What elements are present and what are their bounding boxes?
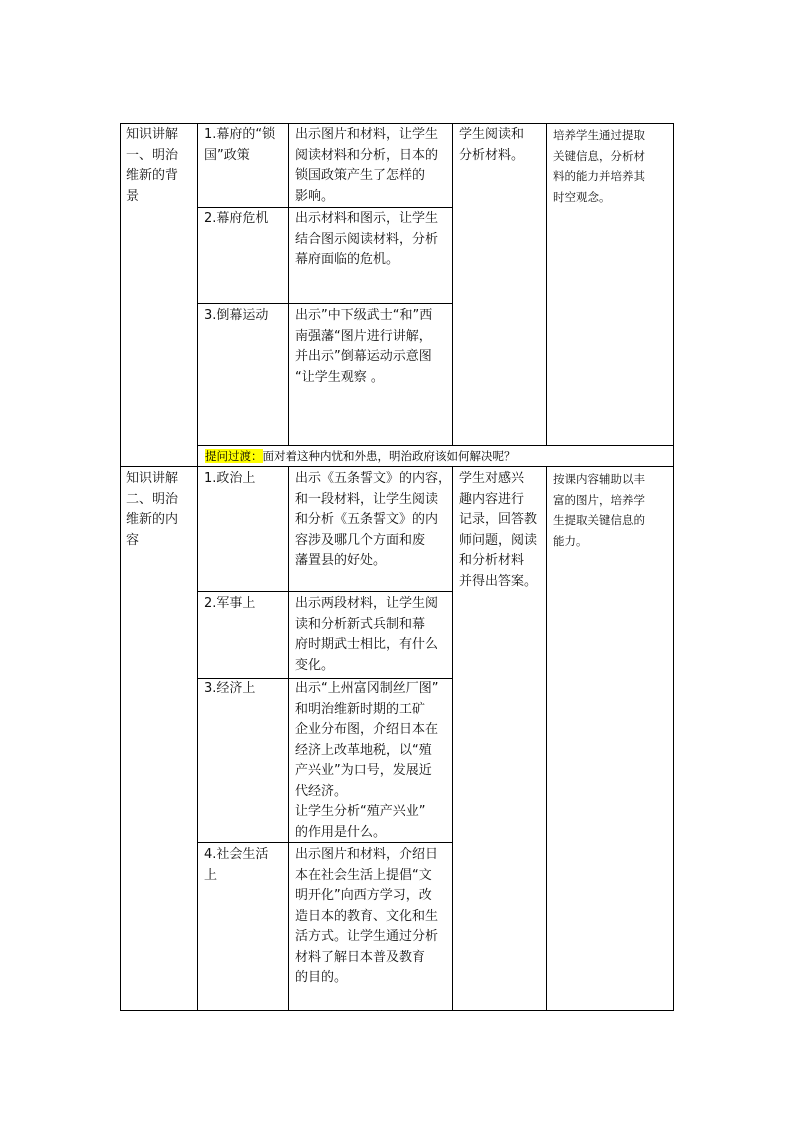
topic-cell: 1.政治上 bbox=[204, 471, 256, 486]
row-divider-4 bbox=[197, 591, 453, 592]
table-border-bottom bbox=[120, 1010, 674, 1011]
teacher-activity-cell: 出示两段材料，让学生阅 读和分析新式兵制和幕 府时期武士相比，有什么 变化。 bbox=[295, 596, 439, 673]
col-divider-1 bbox=[197, 123, 198, 1011]
design-intent-cell: 按课内容辅助以丰 富的图片，培养学 生提取关键信息的 能力。 bbox=[553, 472, 645, 548]
topic-cell: 2.幕府危机 bbox=[204, 211, 269, 226]
row-divider-2 bbox=[197, 303, 453, 304]
col-divider-3b bbox=[452, 466, 453, 1011]
col-divider-4a bbox=[546, 123, 547, 445]
section-label: 知识讲解 二、明治 维新的内 容 bbox=[126, 471, 179, 548]
table-border-top bbox=[120, 123, 674, 124]
student-activity-cell: 学生阅读和 分析材料。 bbox=[459, 127, 525, 163]
transition-row bbox=[205, 448, 516, 464]
table-border-left bbox=[120, 123, 121, 1011]
table-border-right bbox=[673, 123, 674, 1011]
transition-label: 提问过渡： bbox=[205, 449, 263, 463]
transition-text: 面对着这种内忧和外患，明治政府该如何解决呢？ bbox=[262, 449, 516, 463]
topic-cell: 2.军事上 bbox=[204, 596, 256, 611]
teacher-activity-cell: 出示”中下级武士“和”西 南强藩“图片进行讲解， 并出示”倒幕运动示意图 “让学生观察 。 bbox=[295, 308, 433, 385]
topic-cell: 3.倒幕运动 bbox=[204, 308, 269, 323]
section-divider bbox=[120, 466, 674, 467]
student-activity-cell: 学生对感兴 趣内容进行 记录，回答教 师问题，阅读 和分析材料 并得出答案。 bbox=[459, 471, 538, 589]
section-label: 知识讲解 一、明治 维新的背 景 bbox=[126, 127, 179, 204]
col-divider-2a bbox=[288, 123, 289, 445]
topic-cell: 3.经济上 bbox=[204, 681, 256, 696]
teacher-activity-cell: 出示《五条誓文》的内容， 和一段材料，让学生阅读 和分析《五条誓文》的内 容涉及哪几个方面和废 藩置县的好处。 bbox=[295, 471, 451, 568]
col-divider-2b bbox=[288, 466, 289, 1011]
teacher-activity-cell: 出示图片和材料，介绍日 本在社会生活上提倡“文 明开化”向西方学习，改 造日本的教育、文化和生 活方式。让学生通过分析 材料了解日本普及教育 的目的。 bbox=[295, 847, 439, 985]
teacher-activity-cell: 出示材料和图示，让学生 结合图示阅读材料，分析 幕府面临的危机。 bbox=[295, 211, 439, 267]
teacher-activity-cell: 出示“上州富冈制丝厂图” 和明治维新时期的工矿 企业分布图，介绍日本在 经济上改革地税，以“殖 产兴业”为口号，发展近 代经济。 让学生分析“殖产兴业” 的作用是什么。 bbox=[295, 681, 439, 840]
row-divider-3 bbox=[197, 445, 674, 446]
col-divider-4b bbox=[546, 466, 547, 1011]
design-intent-cell: 培养学生通过提取 关键信息，分析材 料的能力并培养其 时空观念。 bbox=[553, 128, 645, 204]
row-divider-1 bbox=[197, 207, 453, 208]
teacher-activity-cell: 出示图片和材料，让学生 阅读材料和分析，日本的 锁国政策产生了怎样的 影响。 bbox=[295, 127, 439, 204]
col-divider-3a bbox=[452, 123, 453, 445]
topic-cell: 4.社会生活 上 bbox=[204, 847, 269, 883]
topic-cell: 1.幕府的“锁 国”政策 bbox=[204, 127, 276, 163]
